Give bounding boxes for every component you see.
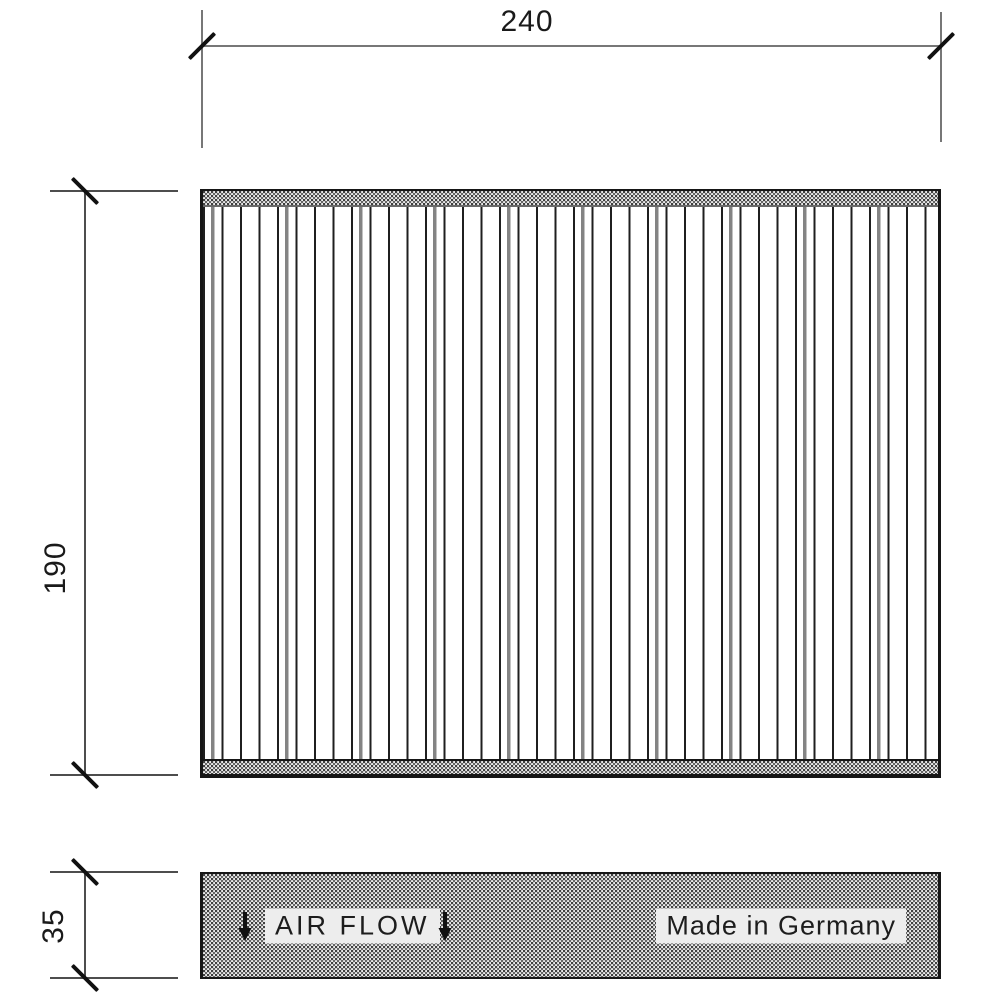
filter-end-cap-top <box>203 191 938 207</box>
dimension-height-extension-line-top <box>50 190 178 192</box>
filter-top-view <box>200 189 941 778</box>
dimension-width-extension-line-left <box>201 10 203 148</box>
filter-pleats <box>203 207 938 759</box>
dimension-height-value: 190 <box>39 541 72 595</box>
dimension-height-extension-line-bottom <box>50 774 178 776</box>
dimension-height-line <box>84 190 86 776</box>
dimension-depth-value: 35 <box>37 908 70 944</box>
dimension-depth-extension-line-bottom <box>50 977 178 979</box>
filter-side-view <box>200 872 941 979</box>
airflow-label: AIR FLOW <box>265 908 440 943</box>
dimension-depth-line <box>84 871 86 979</box>
airflow-arrow-icon <box>437 910 453 942</box>
dimension-width-extension-line-right <box>940 12 942 142</box>
made-in-germany-label: Made in Germany <box>656 908 906 943</box>
airflow-arrow-icon <box>237 910 253 942</box>
dimension-width-value: 240 <box>500 5 554 38</box>
dimension-depth-extension-line-top <box>50 871 178 873</box>
filter-end-cap-bottom <box>203 759 938 774</box>
dimension-width-line <box>201 45 942 47</box>
